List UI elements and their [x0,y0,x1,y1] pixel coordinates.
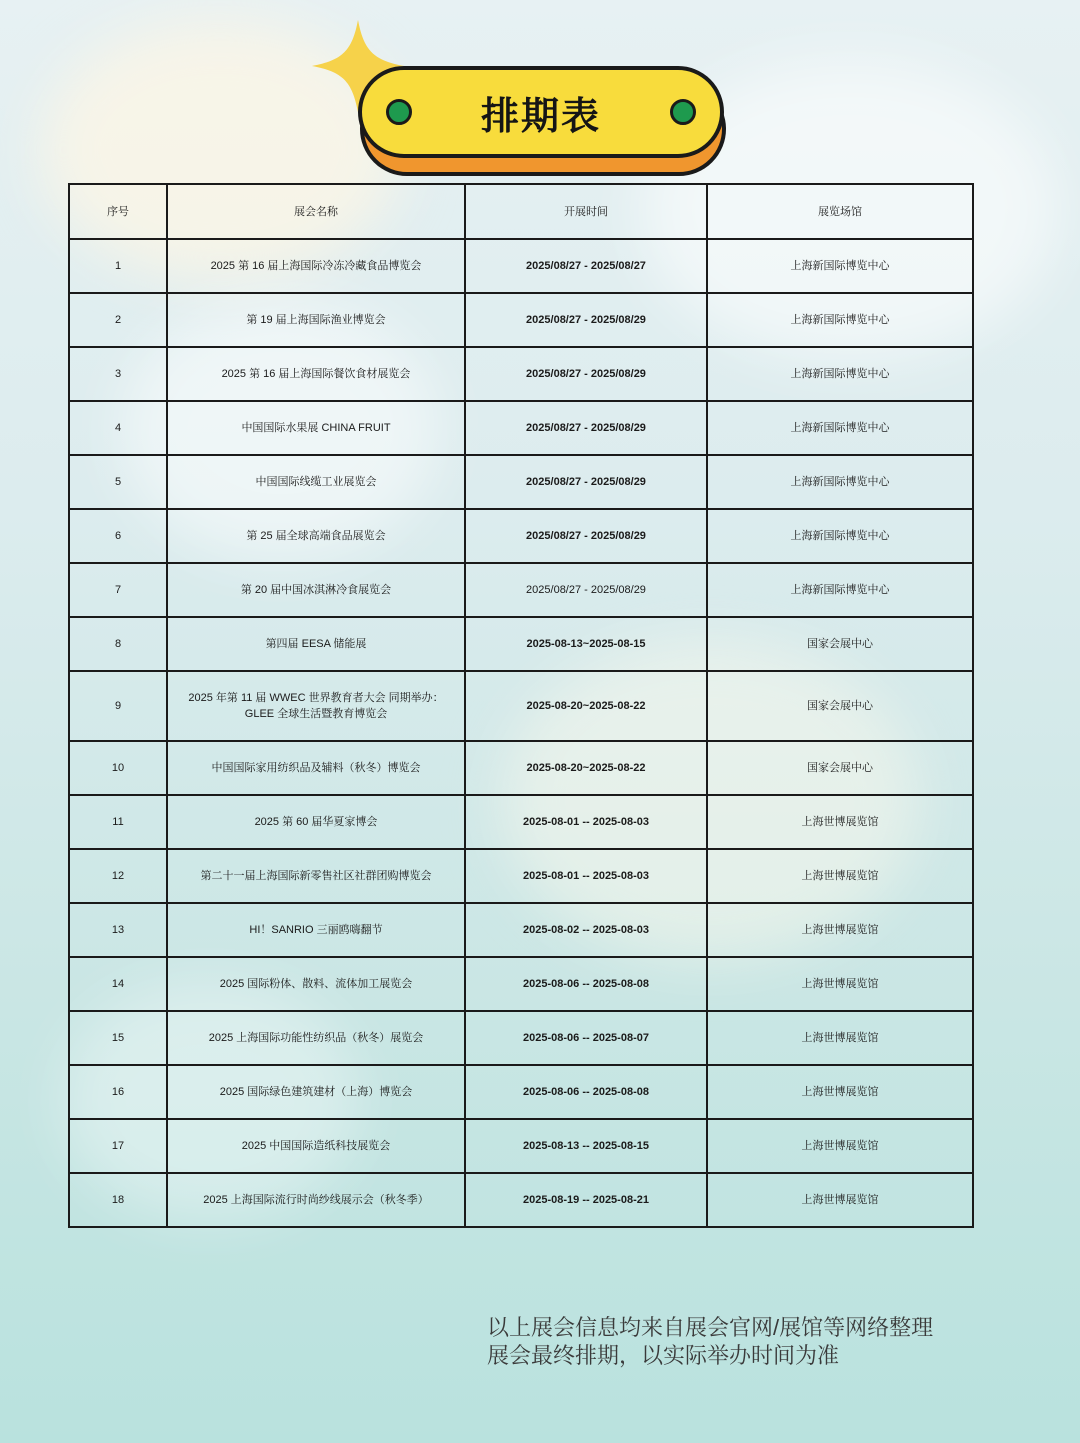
exhibition-venue: 国家会展中心 [707,617,973,671]
row-number: 18 [69,1173,167,1227]
table-row [69,1173,973,1227]
table-row [69,401,973,455]
exhibition-name: 第 19 届上海国际渔业博览会 [167,293,465,347]
exhibition-date: 2025-08-06 -- 2025-08-07 [465,1011,707,1065]
exhibition-name: 2025 国际粉体、散料、流体加工展览会 [167,957,465,1011]
exhibition-name: 2025 国际绿色建筑建材（上海）博览会 [167,1065,465,1119]
exhibition-venue: 上海新国际博览中心 [707,563,973,617]
table-row [69,957,973,1011]
exhibition-name: 第四届 EESA 储能展 [167,617,465,671]
exhibition-venue: 上海世博展览馆 [707,903,973,957]
exhibition-date: 2025-08-20~2025-08-22 [465,671,707,741]
row-number: 3 [69,347,167,401]
column-header-no: 序号 [69,184,167,239]
exhibition-venue: 上海世博展览馆 [707,1011,973,1065]
exhibition-venue: 上海新国际博览中心 [707,509,973,563]
row-number: 1 [69,239,167,293]
row-number: 9 [69,671,167,741]
exhibition-date: 2025-08-20~2025-08-22 [465,741,707,795]
row-number: 17 [69,1119,167,1173]
exhibition-name: 第 25 届全球高端食品展览会 [167,509,465,563]
row-number: 8 [69,617,167,671]
table-row [69,347,973,401]
row-number: 4 [69,401,167,455]
exhibition-date: 2025/08/27 - 2025/08/29 [465,401,707,455]
row-number: 2 [69,293,167,347]
exhibition-date: 2025-08-13 -- 2025-08-15 [465,1119,707,1173]
exhibition-date: 2025/08/27 - 2025/08/27 [465,239,707,293]
exhibition-venue: 上海新国际博览中心 [707,455,973,509]
exhibition-date: 2025-08-13~2025-08-15 [465,617,707,671]
table-row [69,903,973,957]
exhibition-name: 中国国际水果展 CHINA FRUIT [167,401,465,455]
table-row [69,795,973,849]
column-header-date: 开展时间 [465,184,707,239]
table-row [69,563,973,617]
exhibition-date: 2025-08-06 -- 2025-08-08 [465,957,707,1011]
exhibition-date: 2025/08/27 - 2025/08/29 [465,293,707,347]
exhibition-date: 2025-08-01 -- 2025-08-03 [465,849,707,903]
table-row [69,293,973,347]
exhibition-venue: 上海新国际博览中心 [707,293,973,347]
exhibition-name: HI！SANRIO 三丽鸥嗨翻节 [167,903,465,957]
exhibition-venue: 上海世博展览馆 [707,1119,973,1173]
footer-line-disclaimer: 展会最终排期，以实际举办时间为准 [487,1343,840,1368]
table-row [69,239,973,293]
exhibition-date: 2025-08-02 -- 2025-08-03 [465,903,707,957]
table-row [69,1065,973,1119]
row-number: 6 [69,509,167,563]
title-badge-group [300,12,740,172]
table-row [69,617,973,671]
exhibition-name: 2025 第 60 届华夏家博会 [167,795,465,849]
exhibition-venue: 上海世博展览馆 [707,849,973,903]
exhibition-name: 第二十一届上海国际新零售社区社群团购博览会 [167,849,465,903]
footer-note [487,1314,1047,1370]
table-row [69,1119,973,1173]
row-number: 15 [69,1011,167,1065]
badge-dot-right [670,99,696,125]
exhibition-venue: 上海世博展览馆 [707,957,973,1011]
exhibition-date: 2025/08/27 - 2025/08/29 [465,455,707,509]
table-row [69,849,973,903]
exhibition-date: 2025/08/27 - 2025/08/29 [465,563,707,617]
exhibition-venue: 上海新国际博览中心 [707,347,973,401]
exhibition-name: 中国国际家用纺织品及辅料（秋冬）博览会 [167,741,465,795]
schedule-table [68,183,974,1228]
table-header-row [69,184,973,239]
exhibition-date: 2025/08/27 - 2025/08/29 [465,509,707,563]
exhibition-date: 2025-08-01 -- 2025-08-03 [465,795,707,849]
exhibition-date: 2025-08-06 -- 2025-08-08 [465,1065,707,1119]
exhibition-name: 2025 年第 11 届 WWEC 世界教育者大会 同期举办：GLEE 全球生活暨教育博览会 [167,671,465,741]
row-number: 12 [69,849,167,903]
row-number: 10 [69,741,167,795]
exhibition-name: 2025 上海国际功能性纺织品（秋冬）展览会 [167,1011,465,1065]
exhibition-venue: 国家会展中心 [707,741,973,795]
exhibition-date: 2025-08-19 -- 2025-08-21 [465,1173,707,1227]
table-row [69,509,973,563]
row-number: 16 [69,1065,167,1119]
title-badge [358,66,724,158]
exhibition-name: 第 20 届中国冰淇淋冷食展览会 [167,563,465,617]
exhibition-venue: 上海新国际博览中心 [707,239,973,293]
row-number: 5 [69,455,167,509]
table-row [69,671,973,741]
column-header-venue: 展览场馆 [707,184,973,239]
row-number: 13 [69,903,167,957]
exhibition-venue: 上海世博展览馆 [707,795,973,849]
page-title: 排期表 [480,95,601,138]
table-row [69,1011,973,1065]
badge-dot-left [386,99,412,125]
exhibition-venue: 国家会展中心 [707,671,973,741]
table-row [69,455,973,509]
exhibition-venue: 上海世博展览馆 [707,1173,973,1227]
exhibition-name: 2025 中国国际造纸科技展览会 [167,1119,465,1173]
footer-line-source: 以上展会信息均来自展会官网/展馆等网络整理 [487,1315,934,1340]
column-header-name: 展会名称 [167,184,465,239]
exhibition-name: 中国国际线缆工业展览会 [167,455,465,509]
exhibition-name: 2025 上海国际流行时尚纱线展示会（秋冬季） [167,1173,465,1227]
table-row [69,741,973,795]
row-number: 11 [69,795,167,849]
exhibition-name: 2025 第 16 届上海国际餐饮食材展览会 [167,347,465,401]
row-number: 14 [69,957,167,1011]
exhibition-date: 2025/08/27 - 2025/08/29 [465,347,707,401]
exhibition-venue: 上海世博展览馆 [707,1065,973,1119]
exhibition-name: 2025 第 16 届上海国际冷冻冷藏食品博览会 [167,239,465,293]
exhibition-venue: 上海新国际博览中心 [707,401,973,455]
row-number: 7 [69,563,167,617]
